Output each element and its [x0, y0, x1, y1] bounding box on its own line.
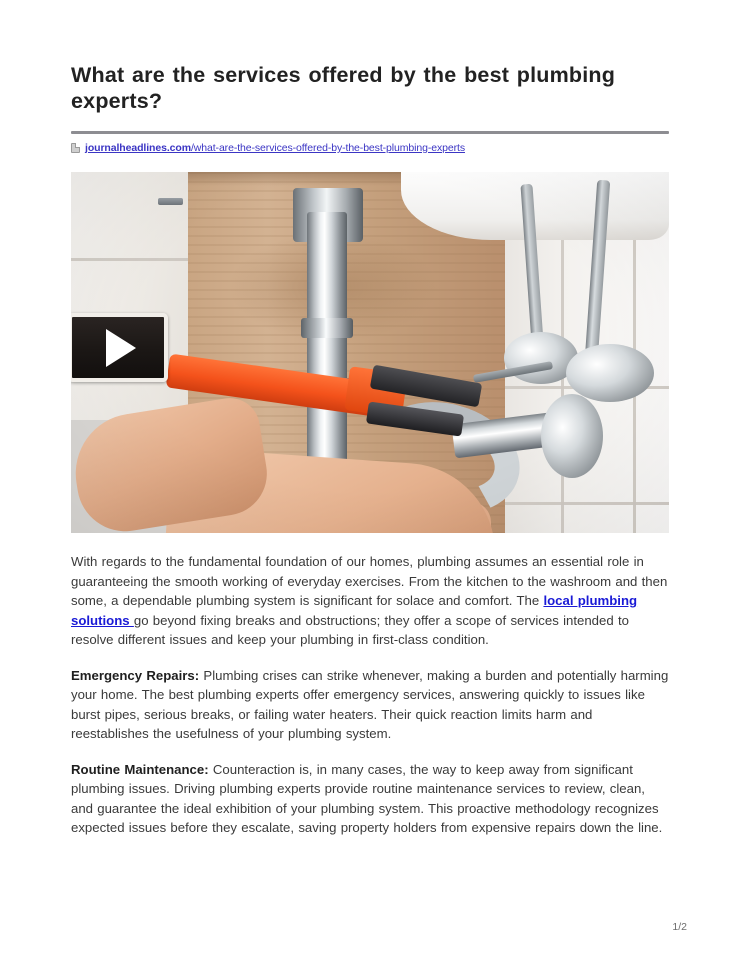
- article-content: [71, 62, 669, 838]
- paragraph-intro-part2: go beyond fixing breaks and obstructions; they offer a scope of services intended to resolve different issues and keep your plumbing in first-class condition.: [71, 612, 629, 647]
- paragraph-intro-part1: With regards to the fundamental foundation of our homes, plumbing assumes an essential role in guaranteeing the smooth working of everyday exercises. From the kitchen to the washroom and then some, a dependable plumbing system is significant for solace and comfort. The: [71, 554, 668, 608]
- play-button[interactable]: [71, 313, 168, 382]
- title-divider: [71, 131, 669, 134]
- play-triangle-icon: [106, 329, 136, 367]
- article-body: [71, 552, 669, 838]
- url-domain: journalheadlines.com: [85, 142, 191, 154]
- emergency-repairs-body: Plumbing crises can strike whenever, making a burden and potentially harming your home. The best plumbing experts offer emergency services, answering quickly to issues like burst pipes, serious breaks, or failing water heaters. Their quick reaction limits harm and reestablishes the usefulness of your plumbing system.: [71, 667, 669, 741]
- page-icon: [71, 143, 80, 153]
- paragraph-intro: [71, 552, 669, 650]
- emergency-repairs-heading: Emergency Repairs:: [71, 667, 200, 683]
- video-thumbnail[interactable]: [71, 172, 669, 533]
- paragraph-routine-maintenance: [71, 760, 669, 838]
- page-title: What are the services offered by the best plumbing experts?: [71, 63, 616, 113]
- local-plumbing-solutions-link[interactable]: local plumbing solutions: [71, 593, 638, 628]
- routine-maintenance-body: Counteraction is, in many cases, the way to keep away from significant plumbing issues. Driving plumbing experts provide routine maintenance services to review, clean, and guarantee the ideal exhibition of your plumbing system. This proactive methodology recognizes expected issues before they escalate, saving property holders from expensive repairs down the line.: [71, 761, 663, 835]
- source-url-row[interactable]: [71, 141, 669, 155]
- source-url-link[interactable]: [85, 142, 465, 154]
- page-number: 1/2: [672, 921, 687, 933]
- url-path: /what-are-the-services-offered-by-the-best-plumbing-experts: [190, 142, 465, 154]
- routine-maintenance-heading: Routine Maintenance:: [71, 761, 209, 777]
- paragraph-emergency-repairs: [71, 666, 669, 744]
